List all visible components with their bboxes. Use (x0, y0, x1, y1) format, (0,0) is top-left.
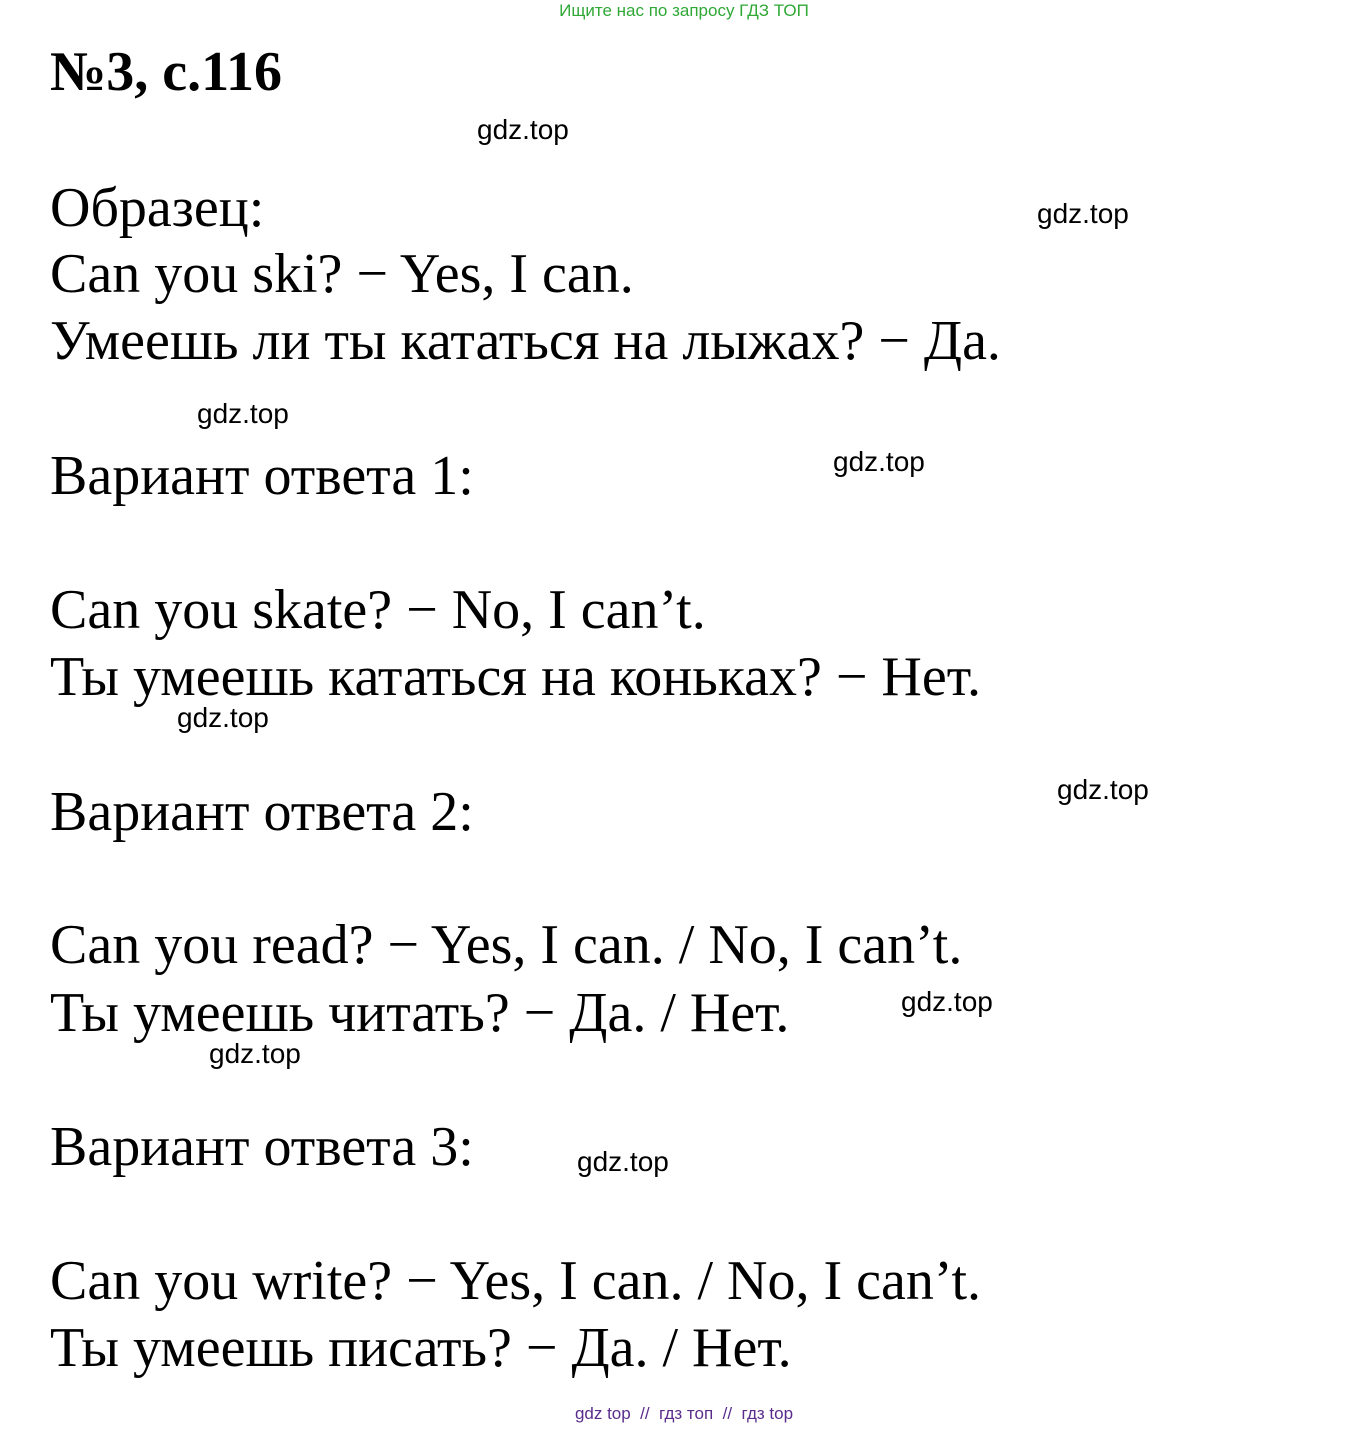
sample-heading: Образец: (50, 177, 265, 239)
watermark: gdz.top (901, 986, 993, 1017)
watermark: gdz.top (833, 446, 925, 477)
watermark: gdz.top (209, 1038, 301, 1069)
variant-2-question: Can you read? − Yes, I can. / No, I can’t. (50, 914, 963, 976)
watermark: gdz.top (177, 702, 269, 733)
variant-2-heading: Вариант ответа 2: (50, 781, 474, 843)
variant-1-heading: Вариант ответа 1: (50, 445, 474, 507)
watermark: gdz.top (197, 398, 289, 429)
footer-links: gdz top // гдз топ // гдз top (574, 1404, 794, 1423)
top-banner: Ищите нас по запросу ГДЗ ТОП (559, 1, 809, 20)
variant-2-translation: Ты умеешь читать? − Да. / Нет. (50, 982, 790, 1044)
variant-3-question: Can you write? − Yes, I can. / No, I can’t. (50, 1250, 982, 1312)
watermark: gdz.top (577, 1146, 669, 1177)
watermark: gdz.top (477, 114, 569, 145)
watermark: gdz.top (1037, 198, 1129, 229)
sample-question: Can you ski? − Yes, I can. (50, 243, 634, 305)
sample-translation: Умеешь ли ты кататься на лыжах? − Да. (50, 310, 1001, 372)
variant-3-translation: Ты умеешь писать? − Да. / Нет. (50, 1317, 792, 1379)
watermark: gdz.top (1057, 774, 1149, 805)
variant-1-question: Can you skate? − No, I can’t. (50, 579, 706, 641)
variant-3-heading: Вариант ответа 3: (50, 1116, 474, 1178)
page-title: №3, с.116 (50, 41, 283, 103)
variant-1-translation: Ты умеешь кататься на коньках? − Нет. (50, 646, 981, 708)
